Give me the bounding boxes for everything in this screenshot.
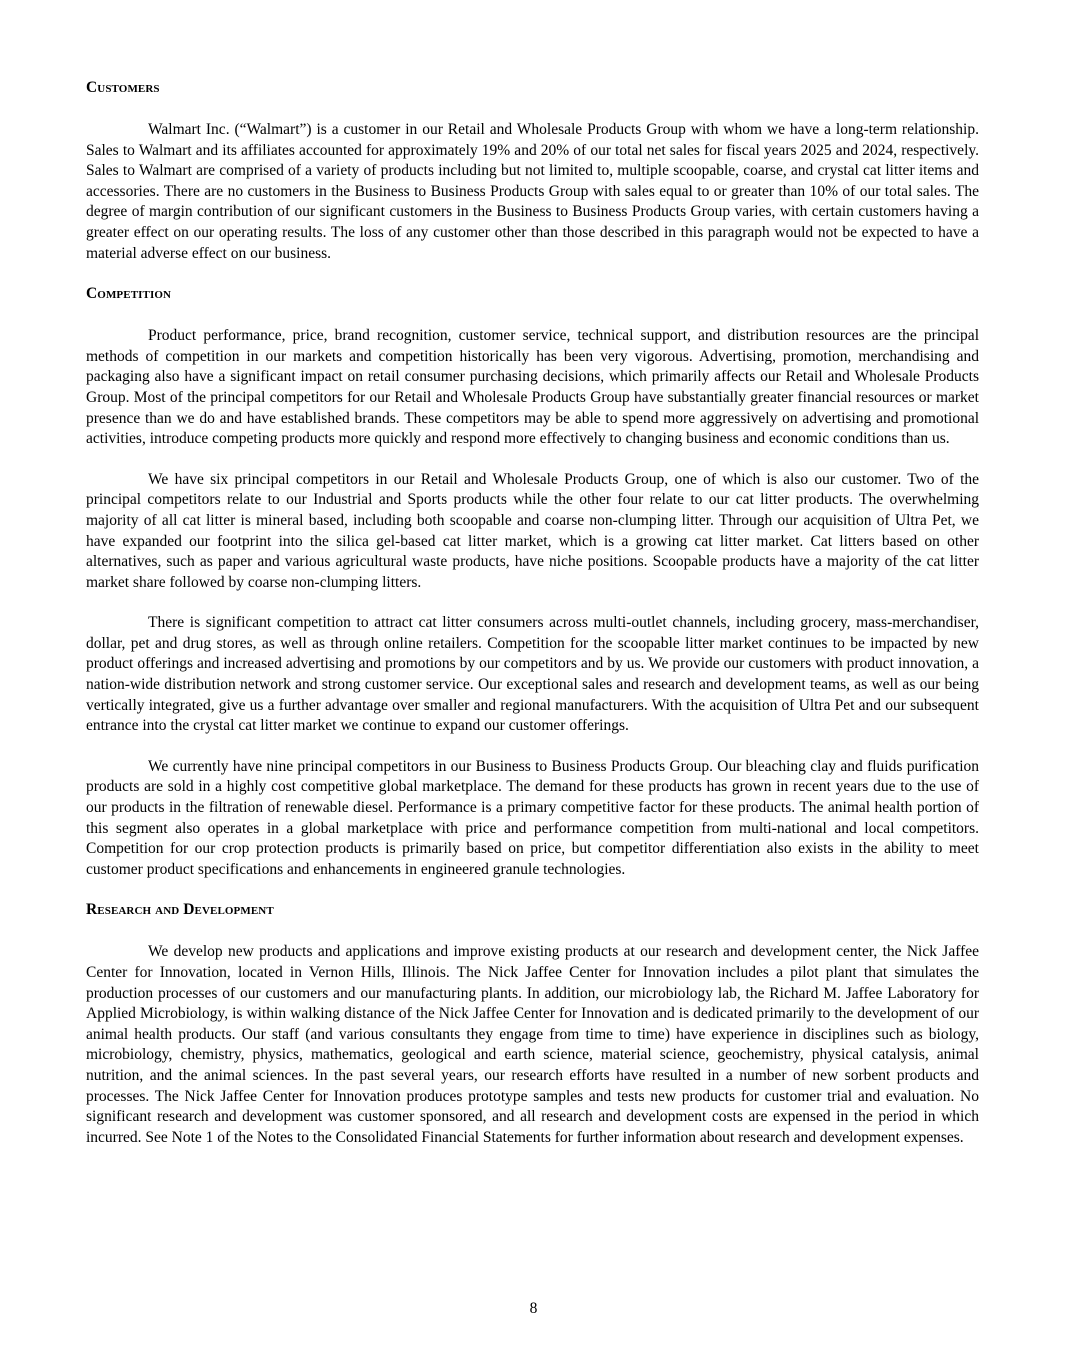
section-heading-customers: Customers (86, 79, 160, 96)
page-number: 8 (529, 1300, 538, 1317)
section-heading-research-development: Research and Development (86, 901, 274, 919)
paragraph-competition-4: We currently have nine principal competitors in our Business to Business Products Group. Our bleaching clay and fluids purification products are sold in a highly cost competitive global marketplace. The demand for these products has grown in recent years due to the use of our products in the filtration of renewable diesel. Performance is a primary competitive factor for these products. The animal health portion of this segment also operates in a global marketplace with price and performance competition from multi-national and local competitors. Competition for our crop protection products is primarily based on price, but competitor differentiation also exists in the ability to meet customer product specifications and enhancements in engineered granule technologies. (86, 757, 979, 878)
paragraph-research-1: We develop new products and applications and improve existing products at our research and development center, the Nick Jaffee Center for Innovation, located in Vernon Hills, Illinois. The Nick Jaffee Center for Innovation includes a pilot plant that simulates the production processes of our customers and our manufacturing plants. In addition, our microbiology lab, the Richard M. Jaffee Laboratory for Applied Microbiology, is within walking distance of the Nick Jaffee Center for Innovation and is dedicated primarily to the development of our animal health products. Our staff (and various consultants they engage from time to time) have experience in disciplines such as biology, microbiology, chemistry, physics, mathematics, geological and earth science, material science, geochemistry, physical catalysis, animal nutrition, and the animal sciences. In the past several years, our research efforts have resulted in a number of new sorbent products and processes. The Nick Jaffee Center for Innovation produces prototype samples and tests new products for customer trial and evaluation. No significant research and development was customer sponsored, and all research and development costs are expensed in the period in which incurred. See Note 1 of the Notes to the Consolidated Financial Statements for further information about research and development expenses. (86, 943, 979, 1146)
paragraph-competition-2: We have six principal competitors in our Retail and Wholesale Products Group, one of which is also our customer. Two of the principal competitors relate to our Industrial and Sports products while the other four relate to our cat litter products. The overwhelming majority of all cat litter is mineral based, including both scoopable and coarse non-clumping litter. Through our acquisition of Ultra Pet, we have expanded our footprint into the silica gel-based cat litter market, which is a growing cat litter market. Cat litters based on other alternatives, such as paper and various agricultural waste products, have niche positions. Scoopable products have a majority of the cat litter market share followed by coarse non-clumping litters. (86, 470, 979, 591)
paragraph-competition-1: Product performance, price, brand recognition, customer service, technical support, and distribution resources are the principal methods of competition in our markets and competition historically has been very vigorous. Advertising, promotion, merchandising and packaging also have a significant impact on retail consumer purchasing decisions, which primarily affects our Retail and Wholesale Products Group. Most of the principal competitors for our Retail and Wholesale Products Group have substantially greater financial resources or market presence than we do and have established brands. These competitors may be able to spend more aggressively on advertising and promotional activities, introduce competing products more quickly and respond more effectively to changing business and economic conditions than us. (86, 327, 979, 448)
paragraph-competition-3: There is significant competition to attract cat litter consumers across multi-outlet channels, including grocery, mass-merchandiser, dollar, pet and drug stores, as well as through online retailers. Competition for the scoopable litter market continues to be impacted by new product offerings and increased advertising and promotions by our competitors and by us. We provide our customers with product innovation, a nation-wide distribution network and strong customer service. Our exceptional sales and research and development teams, as well as our being vertically integrated, give us a further advantage over smaller and regional manufacturers. With the acquisition of Ultra Pet and our subsequent entrance into the crystal cat litter market we continue to expand our customer offerings. (86, 614, 979, 735)
paragraph-customers-1: Walmart Inc. (“Walmart”) is a customer in our Retail and Wholesale Products Group with whom we have a long-term relationship. Sales to Walmart and its affiliates accounted for approximately 19% and 20% of our total net sales for fiscal years 2025 and 2024, respectively. Sales to Walmart are comprised of a variety of products including but not limited to, multiple scoopable, coarse, and crystal cat litter items and accessories. There are no customers in the Business to Business Products Group with sales equal to or greater than 10% of our total sales. The degree of margin contribution of our significant customers in the Business to Business Products Group varies, with certain customers having a greater effect on our operating results. The loss of any customer other than those described in this paragraph would not be expected to have a material adverse effect on our business. (86, 121, 979, 262)
document-page (86, 78, 979, 1148)
section-heading-competition: Competition (86, 285, 172, 303)
